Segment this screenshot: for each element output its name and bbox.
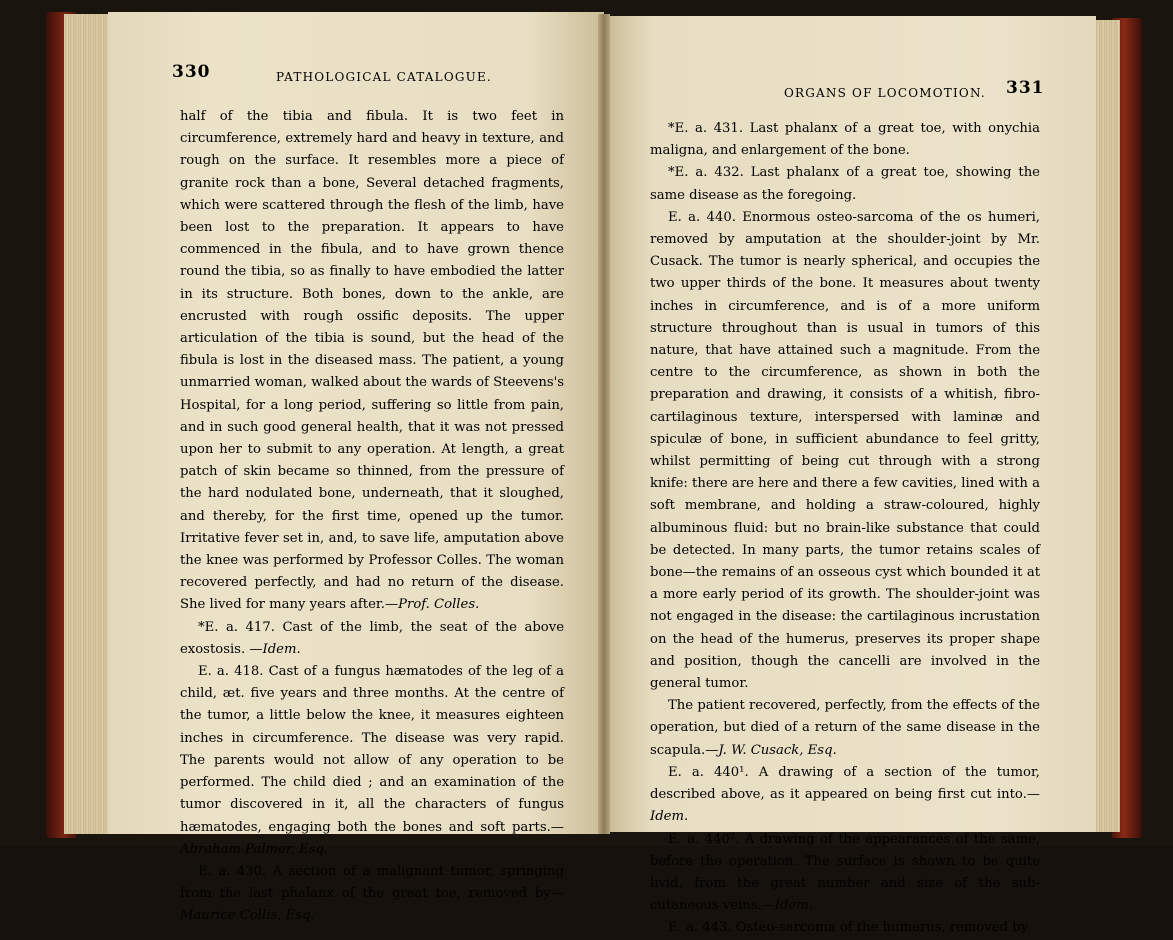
- left-running-title: PATHOLOGICAL CATALOGUE.: [276, 70, 492, 84]
- paragraph: E. a. 418. Cast of a fungus hæmatodes of the leg of a child, æt. five years and three months. At the centre of the tumor, a little below the knee, it measures eighteen inches in circumference. The disease was very rapid. The parents would not allow of any operation to be performed. The child died ; and an examination of the tumor discovered in it, all the characters of fungus hæmatodes, engaging both the bones and soft parts.—Abraham Palmer, Esq.: [180, 664, 564, 857]
- paragraph: E. a. 443. Osteo-sarcoma of the humerus, removed by: [668, 920, 1029, 936]
- paragraph: E. a. 440. Enormous osteo-sarcoma of the os humeri, removed by amputation at the shoulder-joint by Mr. Cusack. The tumor is nearly spherical, and occupies the two upper thirds of the bone. It measures about twenty inches in circumference, and is of a more uniform structure throughout than is usual in tumors of this nature, that have attained such a magnitude. From the centre to the circumference, as shown in both the preparation and drawing, it consists of a whitish, fibro-cartilaginous texture, interspersed with laminæ and spiculæ of bone, in sufficient abundance to feel gritty, whilst permitting of being cut through with a strong knife: there are here and there a few cavities, lined with a soft membrane, and holding a straw-coloured, highly albuminous fluid: but no brain-like substance that could be detected. In many parts, the tumor retains scales of bone—the remains of an osseous cyst which bounded it at a more early period of its growth. The shoulder-joint was not engaged in the disease: the cartilaginous incrustation on the head of the humerus, preserves its proper shape and position, though the cancelli are involved in the general tumor.: [650, 209, 1040, 692]
- left-running-head: [172, 62, 572, 90]
- paragraph: half of the tibia and fibula. It is two feet in circumference, extremely hard and heavy in texture, and rough on the surface. It resembles more a piece of granite rock than a bone, Several detached fragments, which were scattered through the flesh of the limb, have been lost to the preparation. It appears to have commenced in the fibula, and to have grown thence round the tibia, so as finally to have embodied the latter in its structure. Both bones, down to the ankle, are encrusted with rough ossific deposits. The upper articulation of the tibia is sound, but the head of the fibula is lost in the diseased mass. The patient, a young unmarried woman, walked about the wards of Steevens's Hospital, for a long period, suffering so little from pain, and in such good general health, that it was not pressed upon her to submit to any operation. At length, a great patch of skin became so thinned, from the pressure of the hard nodulated bone, underneath, that it sloughed, and thereby, for the first time, opened up the tumor. Irritative fever set in, and, to save life, amputation above the knee was performed by Professor Colles. The woman recovered perfectly, and had no return of the disease. She lived for many years after.—Prof. Colles.: [180, 109, 564, 613]
- right-page-number: 331: [1006, 78, 1045, 98]
- right-running-head: [650, 78, 1050, 108]
- paragraph: E. a. 430. A section of a malignant tumor, springing from the last phalanx of the great toe, removed by—Maurice Collis, Esq.: [180, 863, 564, 924]
- right-running-title: ORGANS OF LOCOMOTION.: [784, 86, 986, 100]
- paragraph: *E. a. 431. Last phalanx of a great toe, with onychia maligna, and enlargement of the bone.: [650, 121, 1040, 159]
- paragraph: E. a. 440². A drawing of the appearances of the same, before the operation. The surface is shown to be quite livid, from the great number and size of the sub-cutaneous veins.—Idem.: [650, 831, 1040, 914]
- paragraph: E. a. 440¹. A drawing of a section of the tumor, described above, as it appeared on being first cut into.—Idem.: [650, 764, 1040, 825]
- left-page-text: [180, 106, 564, 928]
- page-edges-left: [64, 14, 114, 834]
- left-page-number: 330: [172, 62, 211, 82]
- right-page-text: [650, 118, 1040, 940]
- paragraph: *E. a. 432. Last phalanx of a great toe, showing the same disease as the foregoing.: [650, 165, 1040, 203]
- paragraph: *E. a. 417. Cast of the limb, the seat of the above exostosis. —Idem.: [180, 619, 564, 657]
- book-gutter: [598, 14, 610, 834]
- paragraph: The patient recovered, perfectly, from the effects of the operation, but died of a return of the same disease in the scapula.—J. W. Cusack, Esq.: [650, 698, 1040, 758]
